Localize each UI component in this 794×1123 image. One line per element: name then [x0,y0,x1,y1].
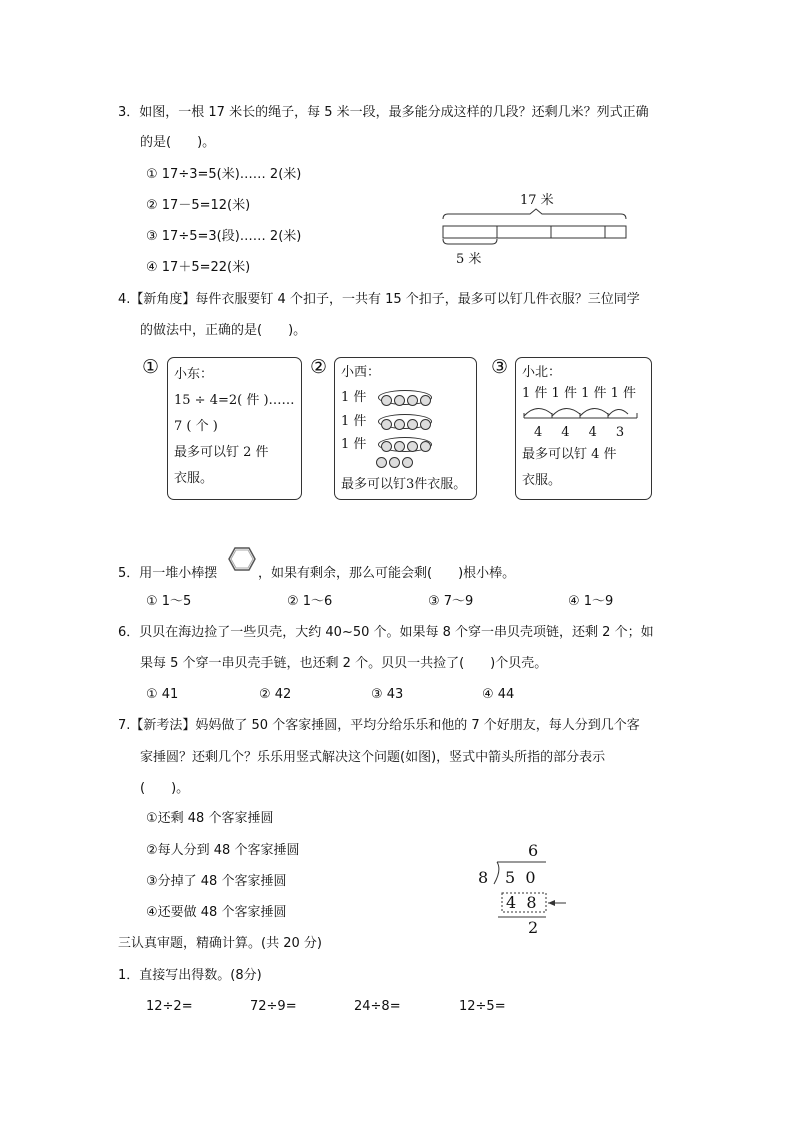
leftover-buttons [374,456,413,472]
q3-text-2: 的是( )。 [140,135,216,150]
row-label: 1 件 [341,414,367,429]
q6-option-4: ④ 44 [482,687,515,702]
number-line-jumps [522,402,644,420]
q6-text-2: 果每 5 个穿一串贝壳手链，也还剩 2 个。贝贝一共捡了( )个贝壳。 [140,656,548,671]
card-jumps-label: 1 件 1 件 1 件 1 件 [522,386,637,401]
card-line: 最多可以钉 4 件 [522,447,617,462]
card-line: 7 ( 个 ) [174,419,218,434]
q5-text-before: 5．用一堆小棒摆 [118,566,218,581]
card-line: 最多可以钉 2 件 [174,445,269,460]
q3-text: 3．如图，一根 17 米长的绳子，每 5 米一段，最多能分成这样的几段？还剩几米？列式正确 [118,105,649,120]
q7-text-3: ( )。 [140,781,190,796]
step-value: 4 [534,425,543,440]
q3-option-1: ① 17÷3=5(米)…… 2(米) [146,167,302,182]
card-3-number: ③ [491,356,509,378]
q5-option-3: ③ 7～9 [428,594,474,609]
q5-option-4: ④ 1～9 [568,594,614,609]
q6-option-1: ① 41 [146,687,179,702]
q6-option-2: ② 42 [259,687,292,702]
quotient: 6 [528,841,539,860]
rope-diagram [438,208,634,248]
q6-option-3: ③ 43 [371,687,404,702]
card-name: 小北： [522,365,562,380]
card-line: 衣服。 [174,471,214,486]
q7-text-2: 家捶圆？还剩几个？乐乐用竖式解决这个问题(如图)，竖式中箭头所指的部分表示 [140,750,606,765]
product-highlighted: 4 8 [506,893,537,912]
expr-2: 72÷9= [250,999,297,1014]
card-xiaobei [515,357,652,500]
expr-4: 12÷5= [459,999,506,1014]
card-name: 小西： [341,365,381,380]
row-label: 1 件 [341,437,367,452]
q7-text: 7.【新考法】妈妈做了 50 个客家捶圆，平均分给乐乐和他的 7 个好朋友，每人分到几个客 [118,718,640,733]
q7-option-3: ③分掉了 48 个客家捶圆 [146,874,287,889]
hexagon-icon [228,546,256,572]
q4-text-2: 的做法中，正确的是( )。 [140,323,307,338]
step-value: 4 [588,425,597,440]
q7-option-4: ④还要做 48 个客家捶圆 [146,905,287,920]
q5-text-after: ，如果有剩余，那么可能会剩( )根小棒。 [258,566,516,581]
section-3-title: 三认真审题，精确计算。(共 20 分) [118,936,322,951]
card-line: 小东： [174,367,214,382]
expr-3: 24÷8= [354,999,401,1014]
button-group-oval [378,414,432,429]
section-3-q1: 1．直接写出得数。(8分) [118,968,262,983]
q7-option-2: ②每人分到 48 个客家捶圆 [146,843,300,858]
card-xiaodong [167,357,302,500]
remainder: 2 [528,918,539,937]
q3-option-3: ③ 17÷5=3(段)…… 2(米) [146,229,302,244]
q5-option-2: ② 1～6 [287,594,333,609]
q3-option-2: ② 17－5=12(米) [146,198,251,213]
card-xiaoxi [334,357,477,500]
dividend: 5 0 [505,868,536,887]
button-group-oval [378,390,432,405]
divisor: 8 [478,868,489,887]
card-line: 衣服。 [522,473,562,488]
q3-option-4: ④ 17＋5=22(米) [146,260,251,275]
step-value: 4 [561,425,570,440]
expr-1: 12÷2= [146,999,193,1014]
rope-total-label: 17 米 [520,193,554,208]
card-1-number: ① [142,356,160,378]
button-group-oval [378,437,432,452]
card-2-number: ② [310,356,328,378]
step-value: 3 [615,425,625,440]
q7-option-1: ①还剩 48 个客家捶圆 [146,811,274,826]
card-conclusion: 最多可以钉3件衣服。 [341,477,467,492]
q6-text: 6．贝贝在海边捡了一些贝壳，大约 40~50 个。如果每 8 个穿一串贝壳项链，还剩 2 个；如 [118,625,654,640]
card-line: 15 ÷ 4=2( 件 )…… [174,393,295,408]
q4-text: 4.【新角度】每件衣服要钉 4 个扣子，一共有 15 个扣子，最多可以钉几件衣服？三位同学 [118,292,640,307]
rope-segment-label: 5 米 [456,252,482,267]
row-label: 1 件 [341,390,367,405]
q5-option-1: ① 1～5 [146,594,192,609]
